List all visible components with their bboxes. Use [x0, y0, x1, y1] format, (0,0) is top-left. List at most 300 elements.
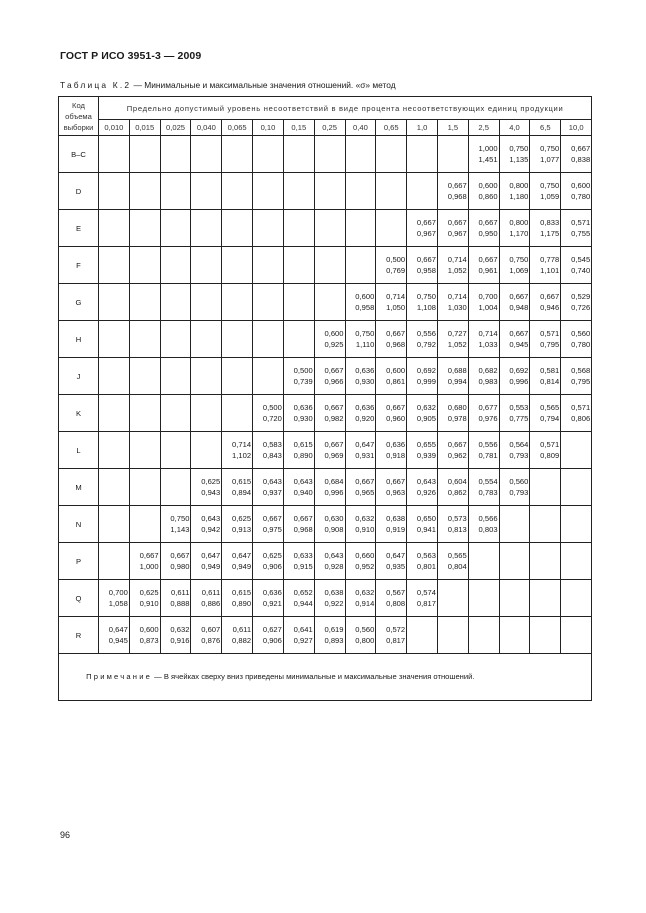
note-label: Примечание [86, 672, 153, 681]
ratio-min-value: 1,000 [478, 143, 498, 153]
ratio-min-value: 0,750 [540, 180, 560, 190]
ratio-cell [437, 580, 468, 617]
ratio-cell [99, 580, 130, 617]
ratio-max-value: 0,893 [324, 636, 344, 645]
ratio-max-value: 1,077 [540, 155, 560, 164]
ratio-cell [530, 173, 561, 210]
aql-value-header: 0,025 [160, 120, 191, 136]
ratio-cell [191, 284, 222, 321]
aql-span-header: Предельно допустимый уровень несоответствий в виде процента несоответствующих единиц продукции [99, 97, 592, 120]
ratio-min-value: 0,638 [386, 513, 406, 523]
aql-value-header: 4,0 [499, 120, 530, 136]
ratio-cell [376, 173, 407, 210]
sample-code-label: B–C [59, 136, 99, 173]
header-row [59, 97, 592, 120]
ratio-cell [437, 432, 468, 469]
ratio-min-value: 0,625 [139, 587, 159, 597]
ratio-min-value: 0,627 [262, 624, 282, 634]
ratio-min-value: 0,667 [293, 513, 313, 523]
ratio-min-value: 0,641 [293, 624, 313, 634]
table-caption-text: — Минимальные и максимальные значения отношений. «σ» метод [131, 80, 396, 90]
ratio-cell [222, 173, 253, 210]
ratio-min-value: 0,636 [355, 365, 375, 375]
ratio-min-value: 0,655 [416, 439, 436, 449]
ratio-min-value: 0,632 [355, 513, 375, 523]
ratio-min-value: 0,600 [139, 624, 159, 634]
table-row [59, 543, 592, 580]
ratio-min-value: 0,667 [139, 550, 159, 560]
ratio-cell [468, 247, 499, 284]
ratio-cell [191, 136, 222, 173]
ratio-cell [314, 136, 345, 173]
ratio-min-value: 0,677 [478, 402, 498, 412]
aql-value-header: 0,15 [283, 120, 314, 136]
sample-code-label: J [59, 358, 99, 395]
ratio-max-value: 1,052 [447, 340, 467, 349]
ratio-cell [129, 543, 160, 580]
ratio-max-value: 0,817 [416, 599, 436, 608]
ratio-cell [283, 284, 314, 321]
ratio-cell [561, 358, 592, 395]
ratio-min-value: 0,667 [571, 143, 591, 153]
ratio-min-value: 0,750 [509, 143, 529, 153]
ratio-min-value: 0,680 [447, 402, 467, 412]
ratio-max-value: 0,937 [262, 488, 282, 497]
ratio-cell [314, 543, 345, 580]
ratio-cell [253, 469, 284, 506]
ratio-min-value: 0,560 [509, 476, 529, 486]
ratio-cell [283, 617, 314, 654]
ratio-min-value: 0,574 [416, 587, 436, 597]
aql-value-header: 1,0 [407, 120, 438, 136]
ratio-cell [222, 617, 253, 654]
ratio-cell [407, 617, 438, 654]
ratio-min-value: 0,647 [201, 550, 221, 560]
ratio-cell [345, 210, 376, 247]
ratio-cell [253, 543, 284, 580]
ratio-cell [253, 321, 284, 358]
ratio-cell [561, 432, 592, 469]
ratio-max-value: 0,780 [571, 192, 591, 201]
ratio-min-value: 0,727 [447, 328, 467, 338]
ratio-max-value: 0,980 [170, 562, 190, 571]
ratio-cell [160, 210, 191, 247]
ratio-cell [376, 321, 407, 358]
ratio-cell [530, 506, 561, 543]
ratio-cell [499, 506, 530, 543]
ratio-cell [314, 506, 345, 543]
ratio-min-value: 0,647 [232, 550, 252, 560]
ratio-cell [561, 284, 592, 321]
aql-value-header: 0,10 [253, 120, 284, 136]
ratio-min-value: 0,800 [509, 217, 529, 227]
ratio-cell [376, 136, 407, 173]
ratio-cell [283, 395, 314, 432]
ratio-min-value: 0,667 [478, 217, 498, 227]
ratio-cell [191, 543, 222, 580]
ratio-cell [437, 173, 468, 210]
ratio-cell [222, 432, 253, 469]
ratio-cell [437, 210, 468, 247]
ratio-max-value: 0,976 [478, 414, 498, 423]
ratio-max-value: 1,004 [478, 303, 498, 312]
aql-value-header: 10,0 [561, 120, 592, 136]
ratio-cell [253, 284, 284, 321]
ratio-min-value: 0,643 [324, 550, 344, 560]
ratio-max-value: 0,915 [293, 562, 313, 571]
ratio-cell [314, 358, 345, 395]
ratio-cell [314, 210, 345, 247]
ratio-max-value: 0,960 [386, 414, 406, 423]
ratio-cell [283, 247, 314, 284]
ratio-cell [99, 136, 130, 173]
ratio-max-value: 0,968 [386, 340, 406, 349]
ratio-max-value: 0,996 [324, 488, 344, 497]
ratio-min-value: 0,643 [262, 476, 282, 486]
ratio-min-value: 0,572 [386, 624, 406, 634]
ratio-min-value: 0,545 [571, 254, 591, 264]
ratio-cell [253, 210, 284, 247]
ratio-min-value: 0,565 [447, 550, 467, 560]
ratio-min-value: 0,750 [416, 291, 436, 301]
ratio-max-value: 0,809 [540, 451, 560, 460]
ratio-cell [468, 136, 499, 173]
ratio-cell [530, 247, 561, 284]
ratio-cell [160, 358, 191, 395]
ratio-min-value: 0,667 [262, 513, 282, 523]
aql-values-row [59, 120, 592, 136]
ratio-min-value: 0,692 [509, 365, 529, 375]
ratio-cell [468, 432, 499, 469]
ratio-cell [283, 580, 314, 617]
table-note [59, 654, 592, 701]
ratio-cell [499, 321, 530, 358]
ratio-cell [222, 580, 253, 617]
ratio-cell [160, 617, 191, 654]
ratio-max-value: 0,838 [571, 155, 591, 164]
ratio-min-value: 0,750 [540, 143, 560, 153]
ratio-max-value: 0,916 [170, 636, 190, 645]
ratio-max-value: 0,808 [386, 599, 406, 608]
ratio-max-value: 0,982 [324, 414, 344, 423]
ratio-max-value: 0,795 [540, 340, 560, 349]
ratio-min-value: 0,682 [478, 365, 498, 375]
ratio-cell [99, 247, 130, 284]
page-number: 96 [60, 830, 71, 840]
ratio-cell [468, 321, 499, 358]
sample-code-header-line: Код [72, 100, 85, 110]
ratio-min-value: 0,667 [447, 180, 467, 190]
ratio-cell [407, 358, 438, 395]
aql-value-header: 0,065 [222, 120, 253, 136]
ratio-cell [345, 173, 376, 210]
aql-value-header: 0,40 [345, 120, 376, 136]
ratio-max-value: 0,817 [386, 636, 406, 645]
ratio-min-value: 0,667 [324, 402, 344, 412]
ratio-min-value: 0,600 [355, 291, 375, 301]
ratio-min-value: 0,667 [416, 217, 436, 227]
ratio-max-value: 1,175 [540, 229, 560, 238]
ratio-min-value: 0,700 [478, 291, 498, 301]
ratio-min-value: 0,667 [447, 439, 467, 449]
ratio-max-value: 1,101 [540, 266, 560, 275]
ratio-cell [129, 432, 160, 469]
ratio-min-value: 0,714 [447, 291, 467, 301]
ratio-max-value: 0,793 [509, 488, 529, 497]
ratio-cell [99, 469, 130, 506]
ratio-cell [499, 358, 530, 395]
ratio-cell [253, 358, 284, 395]
ratio-min-value: 0,625 [262, 550, 282, 560]
ratio-cell [160, 321, 191, 358]
sample-code-label: F [59, 247, 99, 284]
sample-code-header-line: объема [65, 111, 92, 121]
ratio-min-value: 0,684 [324, 476, 344, 486]
ratio-cell [345, 395, 376, 432]
ratio-cell [437, 284, 468, 321]
ratio-min-value: 0,636 [386, 439, 406, 449]
document-header: ГОСТ Р ИСО 3951-3 — 2009 [60, 50, 202, 62]
ratio-max-value: 0,958 [355, 303, 375, 312]
ratio-max-value: 0,886 [201, 599, 221, 608]
ratio-max-value: 1,058 [108, 599, 128, 608]
ratio-cell [530, 395, 561, 432]
ratio-min-value: 0,615 [293, 439, 313, 449]
ratio-cell [129, 506, 160, 543]
table-row [59, 580, 592, 617]
ratio-cell [99, 395, 130, 432]
table-row [59, 358, 592, 395]
ratio-cell [160, 580, 191, 617]
ratio-min-value: 0,615 [232, 476, 252, 486]
ratio-max-value: 1,180 [509, 192, 529, 201]
ratio-min-value: 0,560 [355, 624, 375, 634]
ratio-max-value: 0,926 [416, 488, 436, 497]
ratio-cell [191, 247, 222, 284]
ratio-min-value: 0,714 [447, 254, 467, 264]
ratio-cell [314, 321, 345, 358]
ratio-cell [437, 358, 468, 395]
ratio-cell [468, 358, 499, 395]
ratio-max-value: 0,781 [478, 451, 498, 460]
table-row [59, 136, 592, 173]
table-row [59, 321, 592, 358]
ratio-max-value: 0,918 [386, 451, 406, 460]
ratio-cell [129, 469, 160, 506]
ratio-max-value: 0,931 [355, 451, 375, 460]
ratio-cell [129, 617, 160, 654]
ratio-min-value: 0,625 [201, 476, 221, 486]
ratio-min-value: 0,643 [416, 476, 436, 486]
ratio-max-value: 0,945 [108, 636, 128, 645]
ratio-max-value: 0,969 [324, 451, 344, 460]
ratio-max-value: 0,943 [201, 488, 221, 497]
sample-code-label: K [59, 395, 99, 432]
ratio-cell [253, 617, 284, 654]
ratio-max-value: 0,775 [509, 414, 529, 423]
ratio-cell [376, 210, 407, 247]
ratio-min-value: 0,632 [355, 587, 375, 597]
ratio-cell [191, 432, 222, 469]
ratio-cell [561, 247, 592, 284]
ratio-cell [222, 321, 253, 358]
ratio-max-value: 0,944 [293, 599, 313, 608]
ratio-cell [376, 506, 407, 543]
ratio-cell [530, 136, 561, 173]
ratio-cell [129, 210, 160, 247]
ratio-min-value: 0,500 [386, 254, 406, 264]
ratio-cell [160, 432, 191, 469]
aql-value-header: 0,65 [376, 120, 407, 136]
ratio-max-value: 0,894 [232, 488, 252, 497]
ratio-cell [222, 210, 253, 247]
ratio-cell [407, 543, 438, 580]
ratio-min-value: 0,571 [540, 328, 560, 338]
ratio-min-value: 0,714 [386, 291, 406, 301]
ratio-min-value: 0,583 [262, 439, 282, 449]
ratio-max-value: 0,910 [139, 599, 159, 608]
ratio-cell [530, 284, 561, 321]
ratio-cell [160, 395, 191, 432]
ratio-min-value: 0,564 [509, 439, 529, 449]
ratio-cell [499, 469, 530, 506]
note-row [59, 654, 592, 701]
sample-code-label: G [59, 284, 99, 321]
ratio-cell [283, 210, 314, 247]
ratio-max-value: 0,800 [355, 636, 375, 645]
ratio-cell [283, 358, 314, 395]
ratio-min-value: 0,611 [232, 624, 252, 634]
ratio-min-value: 0,566 [478, 513, 498, 523]
ratio-cell [99, 358, 130, 395]
ratio-min-value: 0,643 [201, 513, 221, 523]
ratio-cell [129, 247, 160, 284]
ratio-cell [283, 506, 314, 543]
ratio-cell [468, 284, 499, 321]
ratio-max-value: 0,813 [447, 525, 467, 534]
ratio-min-value: 0,554 [478, 476, 498, 486]
ratio-cell [407, 247, 438, 284]
table-row [59, 284, 592, 321]
ratio-min-value: 0,604 [447, 476, 467, 486]
ratio-min-value: 0,563 [416, 550, 436, 560]
ratio-cell [283, 136, 314, 173]
ratio-cell [345, 543, 376, 580]
ratio-cell [499, 247, 530, 284]
ratio-min-value: 0,667 [416, 254, 436, 264]
ratio-cell [253, 136, 284, 173]
ratio-cell [253, 247, 284, 284]
table-row [59, 173, 592, 210]
ratio-cell [530, 580, 561, 617]
ratio-max-value: 0,913 [232, 525, 252, 534]
ratio-min-value: 0,750 [355, 328, 375, 338]
ratio-max-value: 0,949 [232, 562, 252, 571]
table-row [59, 617, 592, 654]
ratio-cell [253, 506, 284, 543]
ratio-max-value: 0,860 [478, 192, 498, 201]
ratio-cell [99, 321, 130, 358]
ratio-cell [499, 395, 530, 432]
ratio-max-value: 0,794 [540, 414, 560, 423]
ratio-max-value: 0,890 [232, 599, 252, 608]
ratio-max-value: 0,888 [170, 599, 190, 608]
ratio-max-value: 0,914 [355, 599, 375, 608]
ratio-cell [561, 210, 592, 247]
ratio-min-value: 0,565 [540, 402, 560, 412]
ratio-max-value: 0,925 [324, 340, 344, 349]
ratio-cell [376, 543, 407, 580]
ratio-cell [437, 247, 468, 284]
ratio-cell [407, 284, 438, 321]
ratio-max-value: 1,052 [447, 266, 467, 275]
ratio-cell [407, 432, 438, 469]
ratio-cell [407, 580, 438, 617]
ratio-max-value: 1,451 [478, 155, 498, 164]
ratio-cell [222, 358, 253, 395]
ratio-min-value: 0,600 [324, 328, 344, 338]
ratio-cell [345, 284, 376, 321]
ratio-cell [530, 210, 561, 247]
ratio-max-value: 0,905 [416, 414, 436, 423]
ratio-max-value: 0,843 [262, 451, 282, 460]
ratio-min-value: 0,632 [416, 402, 436, 412]
ratio-max-value: 0,975 [262, 525, 282, 534]
ratio-max-value: 1,033 [478, 340, 498, 349]
ratio-cell [561, 469, 592, 506]
ratio-min-value: 0,600 [571, 180, 591, 190]
ratio-max-value: 0,958 [416, 266, 436, 275]
ratio-min-value: 0,636 [293, 402, 313, 412]
ratio-max-value: 0,963 [386, 488, 406, 497]
sample-code-label: P [59, 543, 99, 580]
ratio-min-value: 0,750 [170, 513, 190, 523]
ratio-cell [129, 173, 160, 210]
ratio-max-value: 0,968 [293, 525, 313, 534]
ratio-cell [376, 284, 407, 321]
ratio-max-value: 1,000 [139, 562, 159, 571]
ratio-cell [561, 580, 592, 617]
ratio-max-value: 0,739 [293, 377, 313, 386]
aql-value-header: 0,040 [191, 120, 222, 136]
ratio-cell [345, 506, 376, 543]
ratio-cell [99, 210, 130, 247]
ratio-max-value: 1,102 [232, 451, 252, 460]
ratio-cell [283, 469, 314, 506]
ratio-cell [561, 506, 592, 543]
ratio-cell [191, 358, 222, 395]
ratio-cell [253, 395, 284, 432]
ratio-cell [530, 432, 561, 469]
ratio-min-value: 0,652 [293, 587, 313, 597]
ratio-max-value: 0,793 [509, 451, 529, 460]
ratio-max-value: 0,946 [540, 303, 560, 312]
ratio-min-value: 0,611 [170, 587, 190, 597]
ratio-min-value: 0,667 [170, 550, 190, 560]
sample-code-label: L [59, 432, 99, 469]
ratio-cell [314, 395, 345, 432]
ratio-cell [314, 469, 345, 506]
ratio-cell [437, 395, 468, 432]
ratio-min-value: 0,571 [571, 402, 591, 412]
ratio-max-value: 1,069 [509, 266, 529, 275]
ratio-max-value: 0,783 [478, 488, 498, 497]
ratio-cell [499, 173, 530, 210]
ratio-min-value: 0,619 [324, 624, 344, 634]
ratio-max-value: 0,968 [447, 192, 467, 201]
ratio-cell [530, 617, 561, 654]
ratio-cell [99, 173, 130, 210]
